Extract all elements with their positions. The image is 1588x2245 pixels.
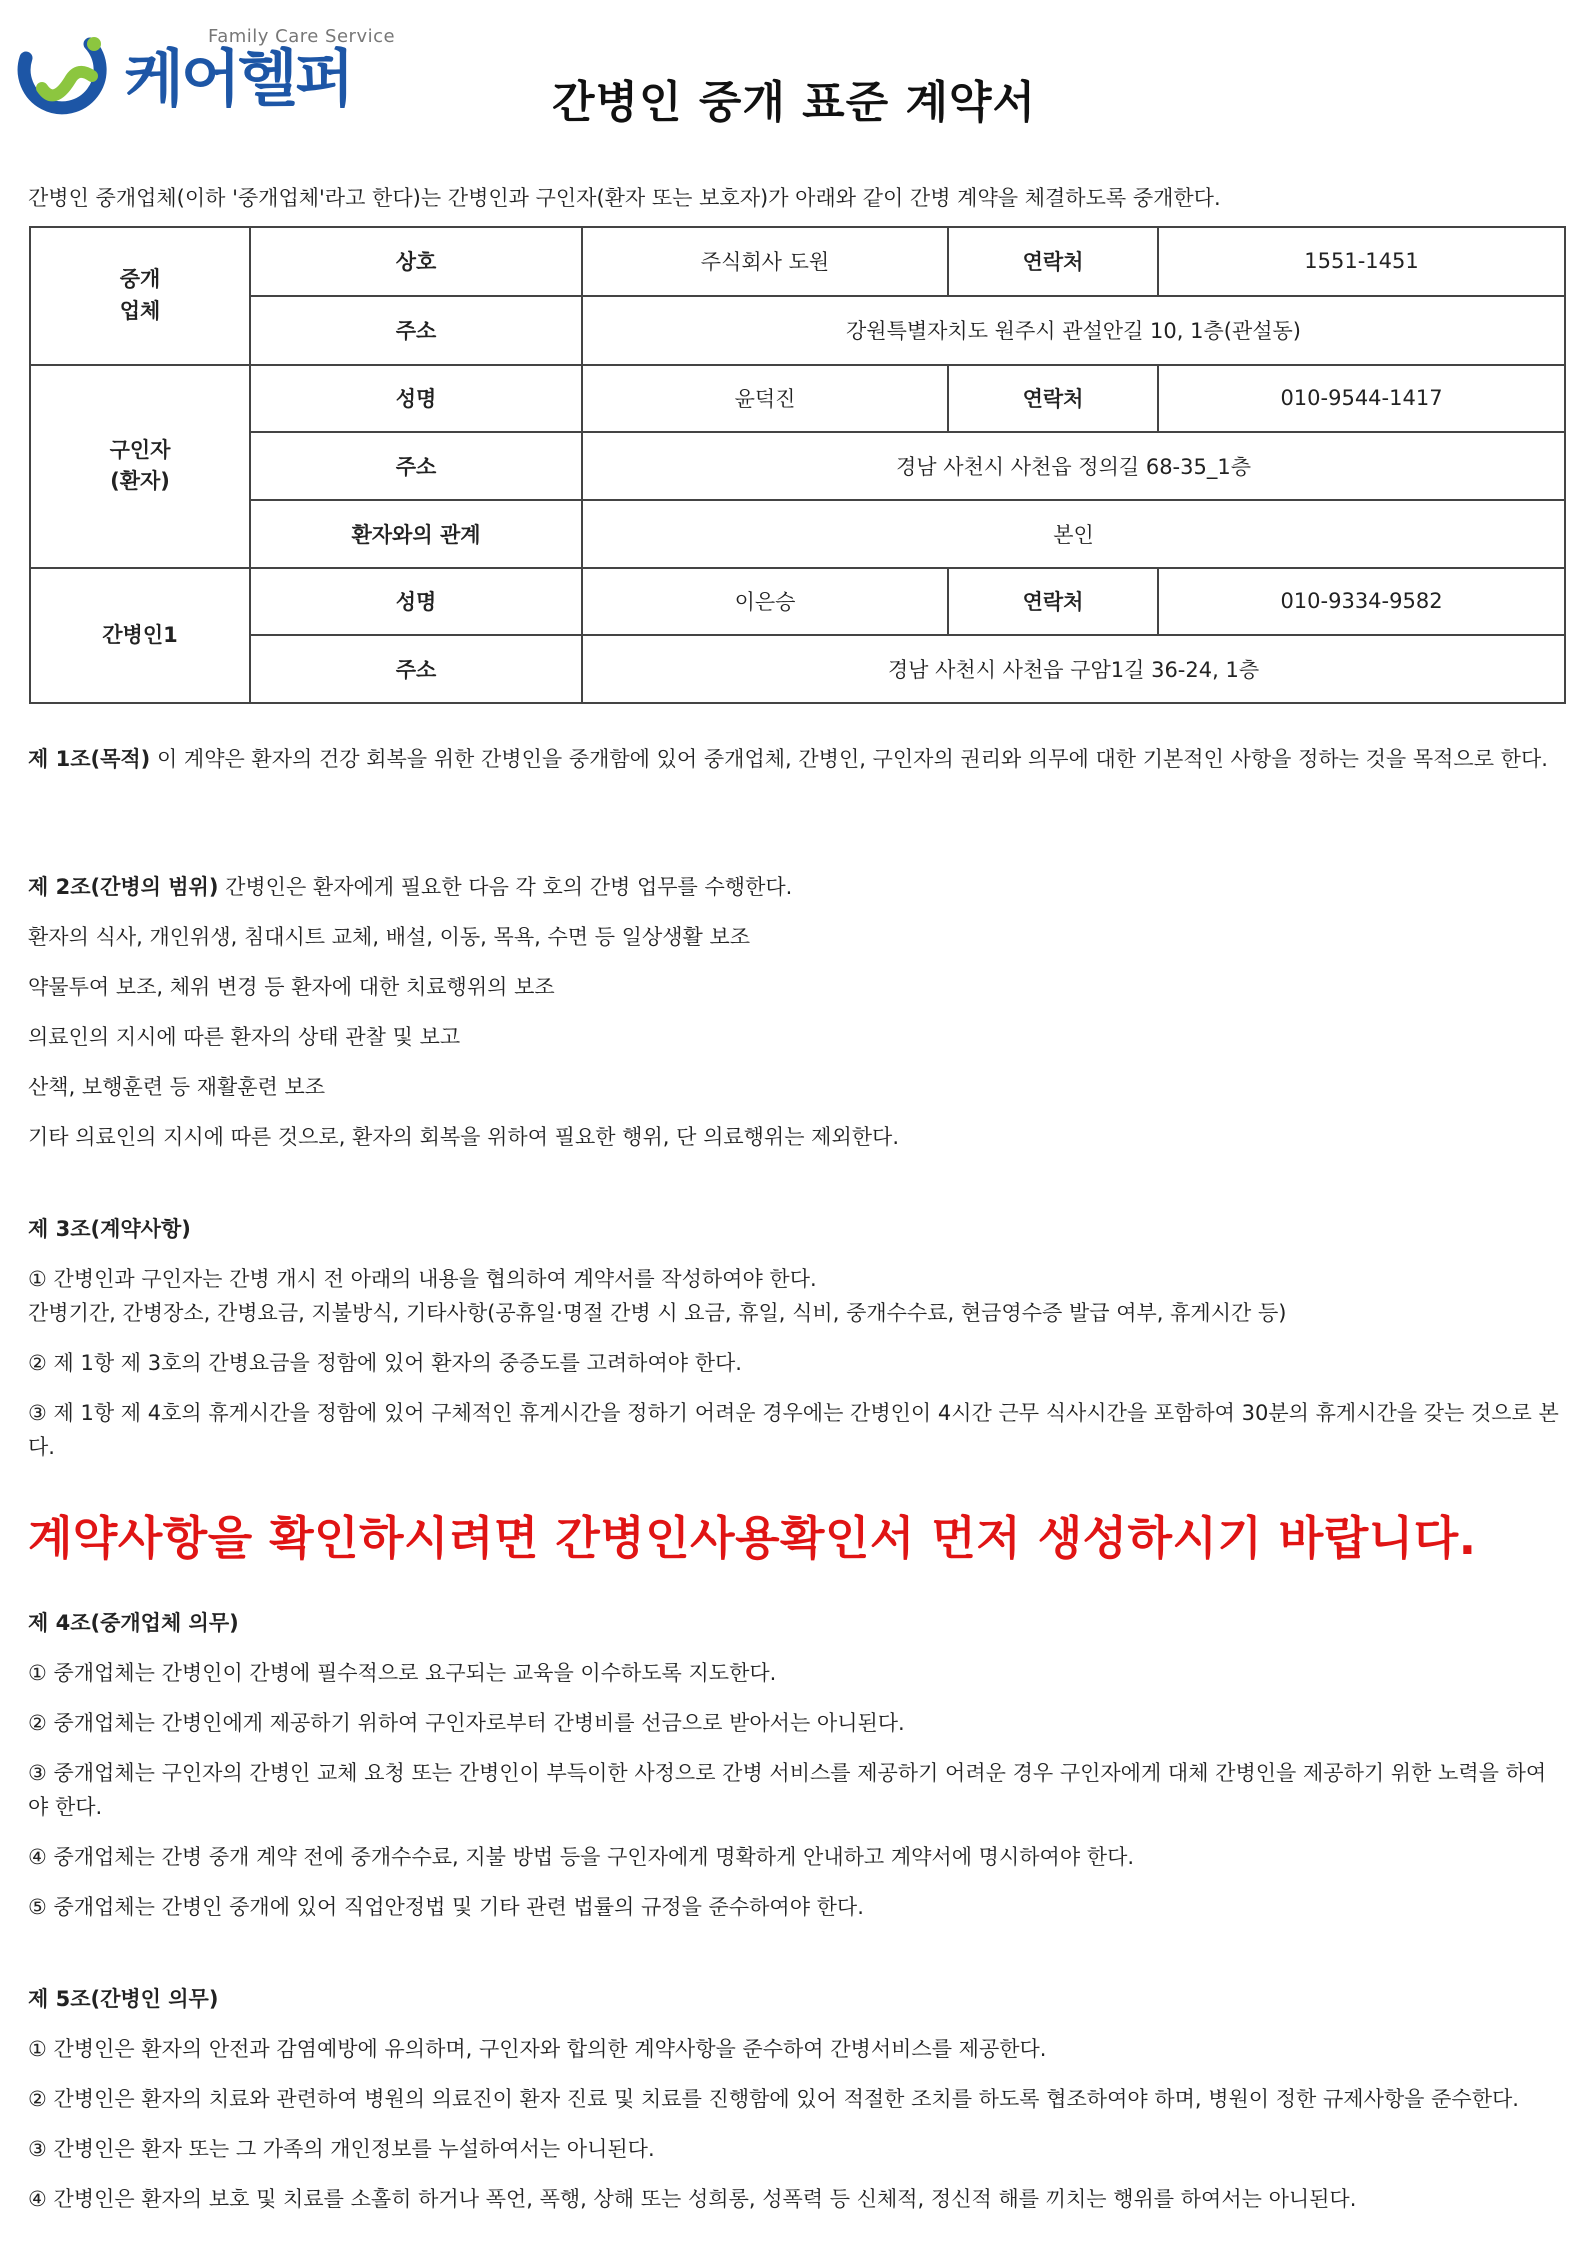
- caregiver-name-label: 성명: [250, 568, 582, 636]
- caregiver-group-line1: 간병인1: [102, 622, 178, 647]
- agency-name: 주식회사 도원: [582, 227, 948, 296]
- document-title: 간병인 중개 표준 계약서: [552, 77, 1036, 128]
- agency-contact: 1551-1451: [1158, 227, 1565, 296]
- agency-address: 강원특별자치도 원주시 관설안길 10, 1층(관설동): [582, 296, 1565, 365]
- article-2-heading: 제 2조(간병의 범위): [28, 875, 219, 899]
- client-address: 경남 사천시 사천읍 정의길 68-35_1층: [582, 432, 1565, 500]
- list-item: ② 간병인은 환자의 치료와 관련하여 병원의 의료진이 환자 진료 및 치료를 진행함에 있어 적절한 조치를 하도록 협조하여야 하며, 병원이 정한 규제사항을 준수한다.: [28, 2087, 1519, 2111]
- list-item: ① 간병인과 구인자는 간병 개시 전 아래의 내용을 협의하여 계약서를 작성하여야 한다.: [28, 1267, 817, 1291]
- list-item: 산책, 보행훈련 등 재활훈련 보조: [28, 1075, 326, 1099]
- agency-address-label: 주소: [250, 296, 582, 365]
- client-name-label: 성명: [250, 365, 582, 433]
- caregiver-address-label: 주소: [250, 635, 582, 703]
- list-item: ① 간병인은 환자의 안전과 감염예방에 유의하며, 구인자와 합의한 계약사항을 준수하여 간병서비스를 제공한다.: [28, 2037, 1047, 2061]
- client-relation: 본인: [582, 500, 1565, 568]
- client-contact-label: 연락처: [948, 365, 1158, 433]
- table-row: [30, 500, 1565, 568]
- client-contact: 010-9544-1417: [1158, 365, 1565, 433]
- list-item: ③ 간병인은 환자 또는 그 가족의 개인정보를 누설하여서는 아니된다.: [28, 2137, 655, 2161]
- list-item: 의료인의 지시에 따른 환자의 상태 관찰 및 보고: [28, 1025, 461, 1049]
- article-2-intro: [28, 870, 1563, 904]
- list-item: 환자의 식사, 개인위생, 침대시트 교체, 배설, 이동, 목욕, 수면 등 일상생활 보조: [28, 925, 751, 949]
- table-row: [30, 432, 1565, 500]
- list-item: ③ 중개업체는 구인자의 간병인 교체 요청 또는 간병인이 부득이한 사정으로 간병 서비스를 제공하기 어려운 경우 구인자에게 대체 간병인을 제공하기 위한 노력을 하여야 한다.: [28, 1761, 1547, 1819]
- brand-name: 케어헬퍼: [124, 42, 352, 115]
- article-1-text: 이 계약은 환자의 건강 회복을 위한 간병인을 중개함에 있어 중개업체, 간병인, 구인자의 권리와 의무에 대한 기본적인 사항을 정하는 것을 목적으로 한다.: [150, 747, 1548, 771]
- caregiver-contact: 010-9334-9582: [1158, 568, 1565, 636]
- article-5-heading: 제 5조(간병인 의무): [28, 1987, 219, 2011]
- list-item: 간병기간, 간병장소, 간병요금, 지불방식, 기타사항(공휴일·명절 간병 시 요금, 휴일, 식비, 중개수수료, 현금영수증 발급 여부, 휴게시간 등): [28, 1301, 1287, 1325]
- list-item: ④ 중개업체는 간병 중개 계약 전에 중개수수료, 지불 방법 등을 구인자에게 명확하게 안내하고 계약서에 명시하여야 한다.: [28, 1845, 1135, 1869]
- list-item: ④ 간병인은 환자의 보호 및 치료를 소홀히 하거나 폭언, 폭행, 상해 또는 성희롱, 성폭력 등 신체적, 정신적 해를 끼치는 행위를 하여서는 아니된다.: [28, 2187, 1357, 2211]
- list-item: 약물투여 보조, 체위 변경 등 환자에 대한 치료행위의 보조: [28, 975, 555, 999]
- client-group-line2: (환자): [110, 469, 170, 494]
- client-address-label: 주소: [250, 432, 582, 500]
- client-name: 윤덕진: [582, 365, 948, 433]
- article-4: [28, 1606, 1563, 1940]
- article-1-body: [28, 742, 1563, 776]
- brand-subtitle: Family Care Service: [208, 26, 396, 47]
- list-item: ③ 제 1항 제 4호의 휴게시간을 정함에 있어 구체적인 휴게시간을 정하기 어려운 경우에는 간병인이 4시간 근무 식사시간을 포함하여 30분의 휴게시간을 갖는 것으로 본다.: [28, 1401, 1559, 1459]
- table-row: [30, 227, 1565, 296]
- contract-notice: 계약사항을 확인하시려면 간병인사용확인서 먼저 생성하시기 바랍니다.: [28, 1511, 1477, 1565]
- intro-text: 간병인 중개업체(이하 '중개업체'라고 한다)는 간병인과 구인자(환자 또는 보호자)가 아래와 같이 간병 계약을 체결하도록 중개한다.: [28, 186, 1221, 210]
- client-relation-label: 환자와의 관계: [250, 500, 582, 568]
- article-3-heading: 제 3조(계약사항): [28, 1217, 191, 1241]
- client-group-label: [30, 365, 250, 568]
- list-item: 기타 의료인의 지시에 따른 것으로, 환자의 회복을 위하여 필요한 행위, 단 의료행위는 제외한다.: [28, 1125, 899, 1149]
- article-4-heading: 제 4조(중개업체 의무): [28, 1611, 239, 1635]
- caregiver-group-label: [30, 568, 250, 703]
- table-row: [30, 365, 1565, 433]
- caregiver-name: 이은승: [582, 568, 948, 636]
- list-item: ② 중개업체는 간병인에게 제공하기 위하여 구인자로부터 간병비를 선금으로 받아서는 아니된다.: [28, 1711, 905, 1735]
- agency-group-label: [30, 227, 250, 365]
- table-row: [30, 635, 1565, 703]
- article-2: [28, 870, 1563, 1170]
- client-group-line1: 구인자: [109, 437, 171, 462]
- article-3: [28, 1212, 1563, 1480]
- table-row: [30, 296, 1565, 365]
- caregiver-contact-label: 연락처: [948, 568, 1158, 636]
- article-1: [28, 742, 1563, 792]
- agency-name-label: 상호: [250, 227, 582, 296]
- list-item: ⑤ 중개업체는 간병인 중개에 있어 직업안정법 및 기타 관련 법률의 규정을 준수하여야 한다.: [28, 1895, 864, 1919]
- agency-group-line2: 업체: [119, 298, 161, 323]
- article-2-text: 간병인은 환자에게 필요한 다음 각 호의 간병 업무를 수행한다.: [218, 875, 793, 899]
- list-item: ① 중개업체는 간병인이 간병에 필수적으로 요구되는 교육을 이수하도록 지도한다.: [28, 1661, 777, 1685]
- parties-table: [29, 226, 1566, 704]
- table-row: [30, 568, 1565, 636]
- agency-group-line1: 중개: [119, 267, 161, 292]
- caregiver-address: 경남 사천시 사천읍 구암1길 36-24, 1층: [582, 635, 1565, 703]
- article-1-heading: 제 1조(목적): [28, 747, 151, 771]
- article-5: [28, 1982, 1563, 2232]
- list-item: ② 제 1항 제 3호의 간병요금을 정함에 있어 환자의 중증도를 고려하여야 한다.: [28, 1351, 742, 1375]
- agency-contact-label: 연락처: [948, 227, 1158, 296]
